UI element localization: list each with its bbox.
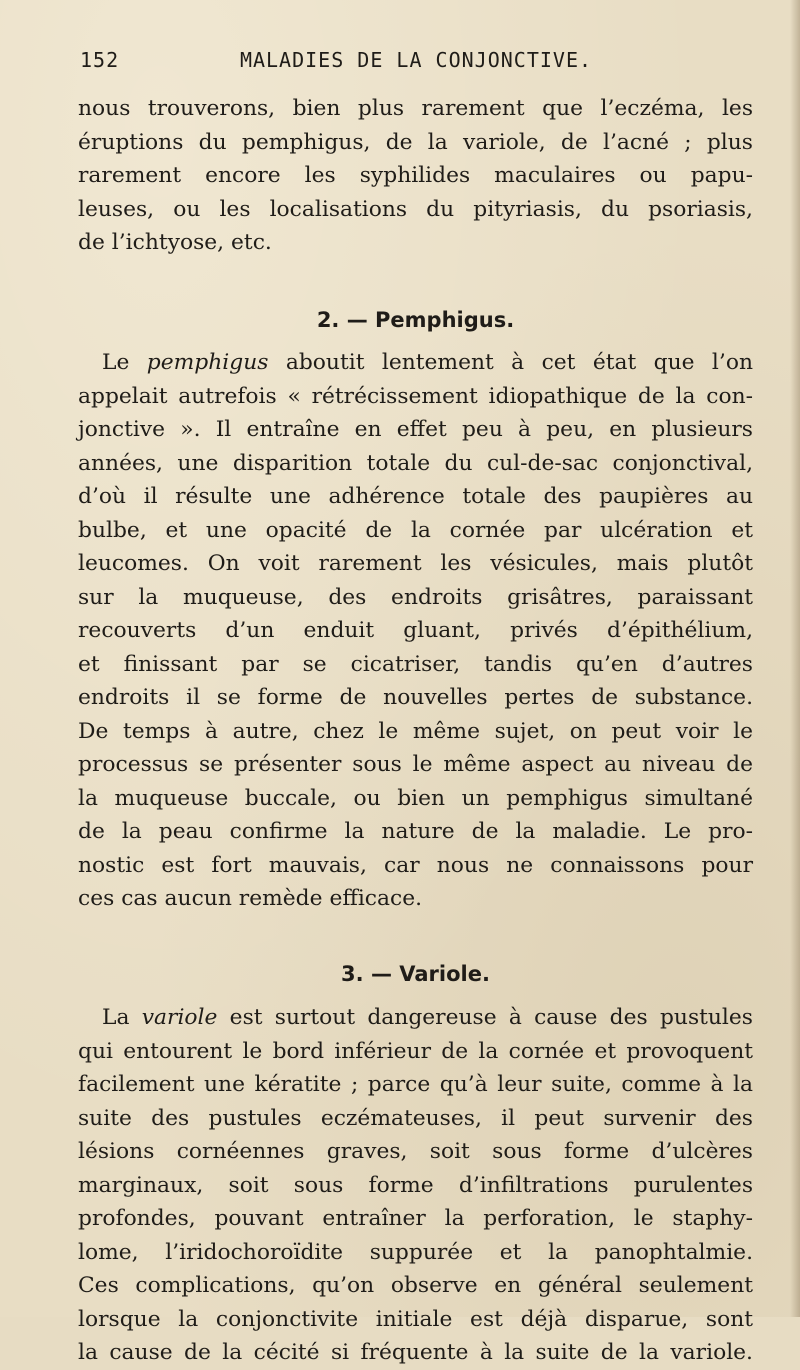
text-line: de l’ichtyose, etc.: [78, 230, 272, 255]
text-line: lésions cornéennes graves, soit sous forme d’ulcères: [78, 1139, 753, 1164]
text-line: d’où il résulte une adhérence totale des paupières au: [78, 484, 753, 509]
text-line-lead: [78, 346, 753, 380]
text-line: facilement une kératite ; parce qu’à leur suite, comme à la: [78, 1072, 753, 1097]
text-line: ces cas aucun remède efficace.: [78, 886, 423, 911]
text-line: sur la muqueuse, des endroits grisâtres, paraissant: [78, 584, 753, 610]
lead-rest: est surtout dangereuse à cause des pustules: [217, 1005, 753, 1030]
text-line: suite des pustules eczémateuses, il peut survenir des: [78, 1105, 753, 1131]
text-line: lome, l’iridochoroïdite suppurée et la panophtalmie.: [78, 1239, 753, 1265]
text-line: éruptions du pemphigus, de la variole, de l’acné ; plus: [78, 129, 753, 155]
text-line: lorsque la conjonctivite initiale est déjà disparue, sont: [78, 1306, 753, 1332]
page-number: 152: [80, 48, 120, 72]
text-line: appelait autrefois « rétrécissement idiopathique de la con-: [78, 383, 753, 409]
variole-paragraph: [78, 1001, 753, 1370]
lead-rest: aboutit lentement à cet état que l’on: [268, 350, 753, 375]
running-title: MALADIES DE LA CONJONCTIVE.: [239, 48, 593, 72]
text-line: bulbe, et une opacité de la cornée par ulcération et: [78, 517, 753, 543]
term-variole: variole: [141, 1005, 218, 1030]
text-line: Ces complications, qu’on observe en général seulement: [78, 1273, 753, 1298]
text-line: la muqueuse buccale, ou bien un pemphigus simultané: [78, 785, 753, 811]
lead-prefix: La: [102, 1005, 142, 1030]
text-line: années, une disparition totale du cul-de-sac conjonctival,: [78, 450, 753, 476]
text-line: profondes, pouvant entraîner la perforation, le staphy-: [78, 1206, 753, 1231]
text-line: et finissant par se cicatriser, tandis qu’en d’autres: [78, 651, 753, 677]
pemphigus-paragraph: [78, 346, 753, 916]
text-line: jonctive ». Il entraîne en effet peu à peu, en plusieurs: [78, 417, 753, 442]
text-line: marginaux, soit sous forme d’infiltrations purulentes: [78, 1172, 753, 1198]
lead-prefix: Le: [102, 350, 147, 375]
text-line-lead: [78, 1001, 753, 1035]
text-line: De temps à autre, chez le même sujet, on peut voir le: [78, 718, 753, 744]
text-line: recouverts d’un enduit gluant, privés d’épithélium,: [78, 618, 753, 643]
text-line: qui entourent le bord inférieur de la cornée et provoquent: [78, 1038, 753, 1064]
text-line: nostic est fort mauvais, car nous ne connaissons pour: [78, 852, 753, 878]
text-line: nous trouverons, bien plus rarement que l’eczéma, les: [78, 96, 753, 121]
text-line: processus se présenter sous le même aspect au niveau de: [78, 752, 753, 777]
term-pemphigus: pemphigus: [146, 350, 269, 375]
text-line: de la peau confirme la nature de la maladie. Le pro-: [78, 819, 753, 844]
section-heading-pemphigus: 2. — Pemphigus.: [316, 307, 515, 332]
intro-paragraph: [78, 92, 753, 260]
section-heading-variole: 3. — Variole.: [341, 961, 490, 986]
text-line: endroits il se forme de nouvelles pertes de substance.: [78, 685, 753, 710]
text-line: rarement encore les syphilides maculaires ou papu-: [78, 163, 753, 188]
text-line: la cause de la cécité si fréquente à la suite de la variole.: [78, 1340, 753, 1365]
running-header: [80, 48, 752, 78]
text-line: leucomes. On voit rarement les vésicules, mais plutôt: [78, 551, 753, 576]
page-edge-shadow: [790, 0, 800, 1317]
page-body: [78, 92, 753, 1370]
text-line: leuses, ou les localisations du pityriasis, du psoriasis,: [78, 196, 753, 222]
